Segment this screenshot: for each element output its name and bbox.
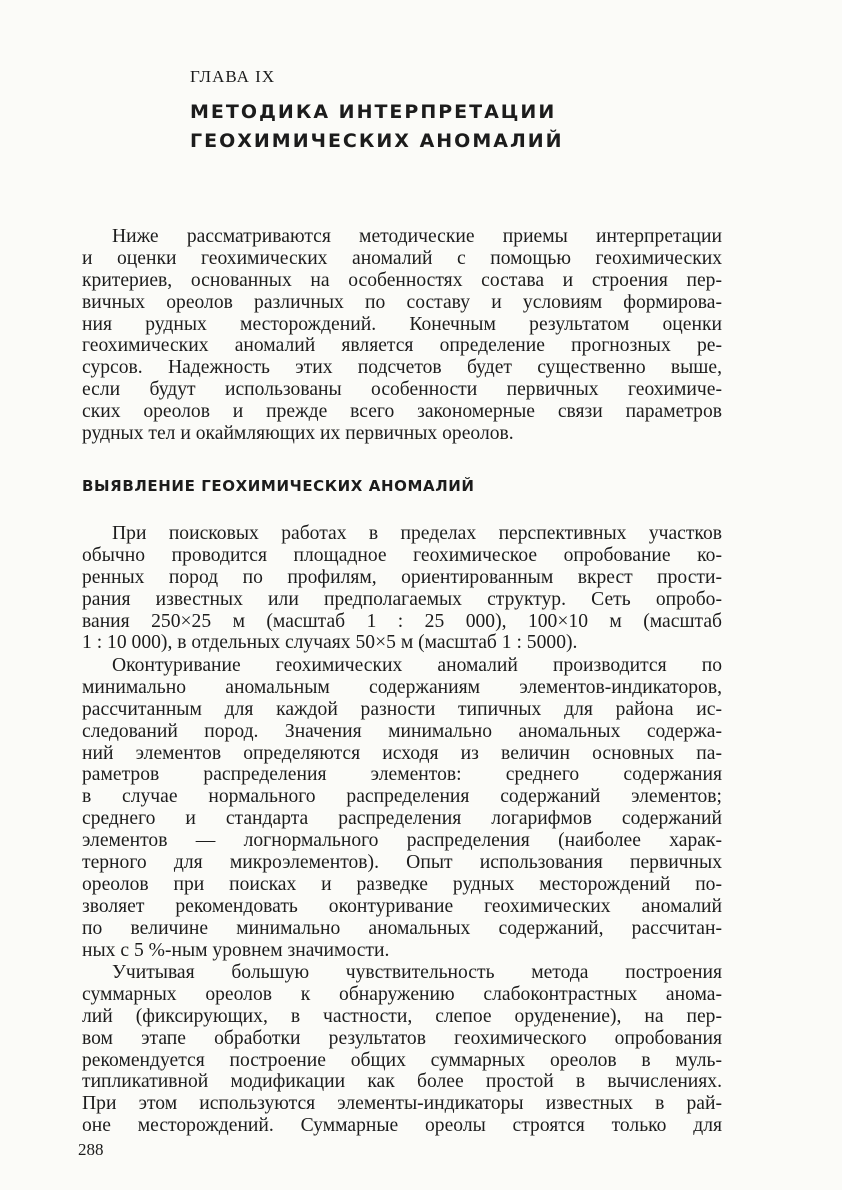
text-line: оне месторождений. Суммарные ореолы строятся только для	[82, 1115, 722, 1137]
text-line: рания известных или предполагаемых структур. Сеть опробо-	[82, 588, 722, 610]
text-line: вом этапе обработки результатов геохимического опробования	[82, 1027, 722, 1049]
text-line: ний элементов определяются исходя из величин основных па-	[82, 742, 722, 764]
body-paragraph	[82, 962, 722, 1137]
chapter-title-line: ГЕОХИМИЧЕСКИХ АНОМАЛИЙ	[190, 130, 564, 152]
text-line: вания 250×25 м (масштаб 1 : 25 000), 100×10 м (масштаб	[82, 610, 722, 632]
text-line: по величине минимально аномальных содержаний, рассчитан-	[82, 917, 722, 939]
page-number: 288	[78, 1140, 104, 1159]
text-line: сурсов. Надежность этих подсчетов будет существенно выше,	[82, 357, 722, 379]
text-line: геохимических аномалий является определение прогнозных ре-	[82, 335, 722, 357]
text-line: терного для микроэлементов). Опыт использования первичных	[82, 852, 722, 874]
text-line: зволяет рекомендовать оконтуривание геохимических аномалий	[82, 895, 722, 917]
text-line: следований пород. Значения минимально аномальных содержа-	[82, 720, 722, 742]
text-line: рудных тел и окаймляющих их первичных ореолов.	[82, 423, 514, 445]
text-line: ских ореолов и прежде всего закономерные связи параметров	[82, 401, 722, 423]
text-line: рекомендуется построение общих суммарных ореолов в муль-	[82, 1049, 722, 1071]
text-line: Оконтуривание геохимических аномалий производится по	[112, 655, 722, 676]
body-paragraph	[82, 655, 722, 961]
text-line: ореолов при поисках и разведке рудных месторождений по-	[82, 873, 722, 895]
text-line: При поисковых работах в пределах перспективных участков	[112, 523, 722, 544]
section-heading: ВЫЯВЛЕНИЕ ГЕОХИМИЧЕСКИХ АНОМАЛИЙ	[82, 477, 475, 495]
text-line: среднего и стандарта распределения логарифмов содержаний	[82, 808, 722, 830]
text-line: рассчитанным для каждой разности типичных для района ис-	[82, 698, 722, 720]
text-line: и оценки геохимических аномалий с помощью геохимических	[82, 247, 722, 269]
text-line: типликативной модификации как более простой в вычислениях.	[82, 1071, 722, 1093]
chapter-label: ГЛАВА IX	[190, 67, 276, 86]
text-line: обычно проводится площадное геохимическое опробование ко-	[82, 544, 722, 566]
text-line: ных с 5 %-ным уровнем значимости.	[82, 939, 390, 961]
text-line: лий (фиксирующих, в частности, слепое оруденение), на пер-	[82, 1005, 722, 1027]
text-line: если будут использованы особенности первичных геохимиче-	[82, 379, 722, 401]
text-line: вичных ореолов различных по составу и условиям формирова-	[82, 291, 722, 313]
text-line: критериев, основанных на особенностях состава и строения пер-	[82, 269, 722, 291]
text-line: 1 : 10 000), в отдельных случаях 50×5 м (масштаб 1 : 5000).	[82, 632, 578, 654]
body-paragraph	[82, 523, 722, 654]
text-line: раметров распределения элементов: среднего содержания	[82, 764, 722, 786]
text-line: минимально аномальным содержаниям элементов-индикаторов,	[82, 676, 722, 698]
text-line: ния рудных месторождений. Конечным результатом оценки	[82, 313, 722, 335]
text-line: Учитывая большую чувствительность метода построения	[112, 962, 722, 983]
text-line: ренных пород по профилям, ориентированным вкрест прости-	[82, 566, 722, 588]
chapter-title-line: МЕТОДИКА ИНТЕРПРЕТАЦИИ	[190, 101, 557, 123]
text-line: элементов — логнормального распределения (наиболее харак-	[82, 830, 722, 852]
chapter-title	[190, 98, 564, 156]
text-line: Ниже рассматриваются методические приемы интерпретации	[112, 226, 722, 247]
intro-paragraph	[82, 226, 722, 445]
text-line: При этом используются элементы-индикаторы известных в рай-	[82, 1093, 722, 1115]
text-line: суммарных ореолов к обнаружению слабоконтрастных анома-	[82, 983, 722, 1005]
text-line: в случае нормального распределения содержаний элементов;	[82, 786, 722, 808]
